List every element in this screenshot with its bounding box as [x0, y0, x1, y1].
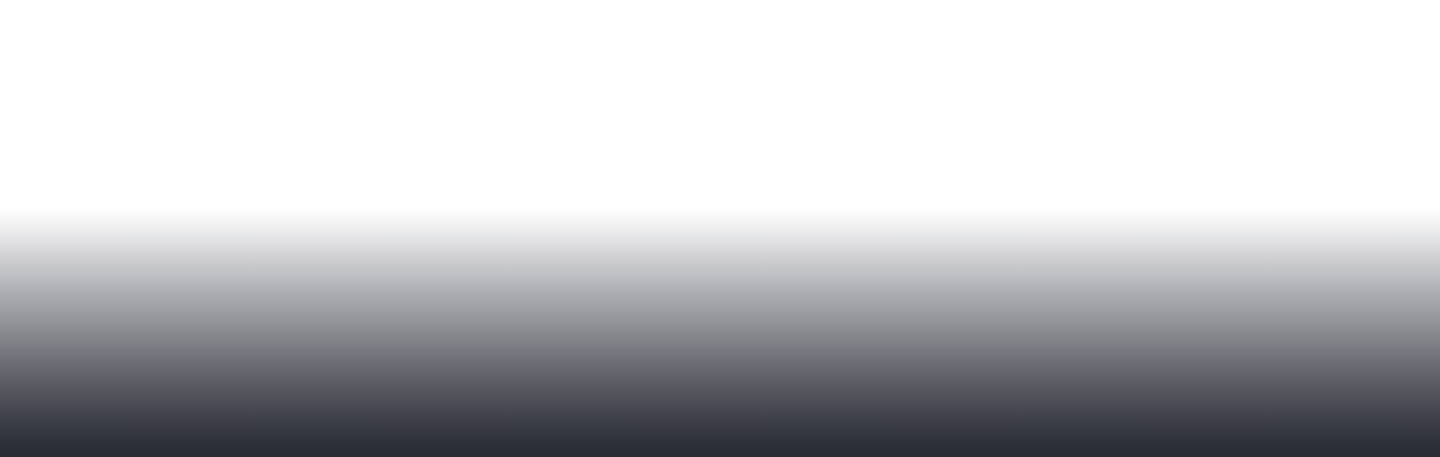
blank-white-area	[0, 0, 1440, 208]
dark-gradient-overlay	[0, 208, 1440, 457]
